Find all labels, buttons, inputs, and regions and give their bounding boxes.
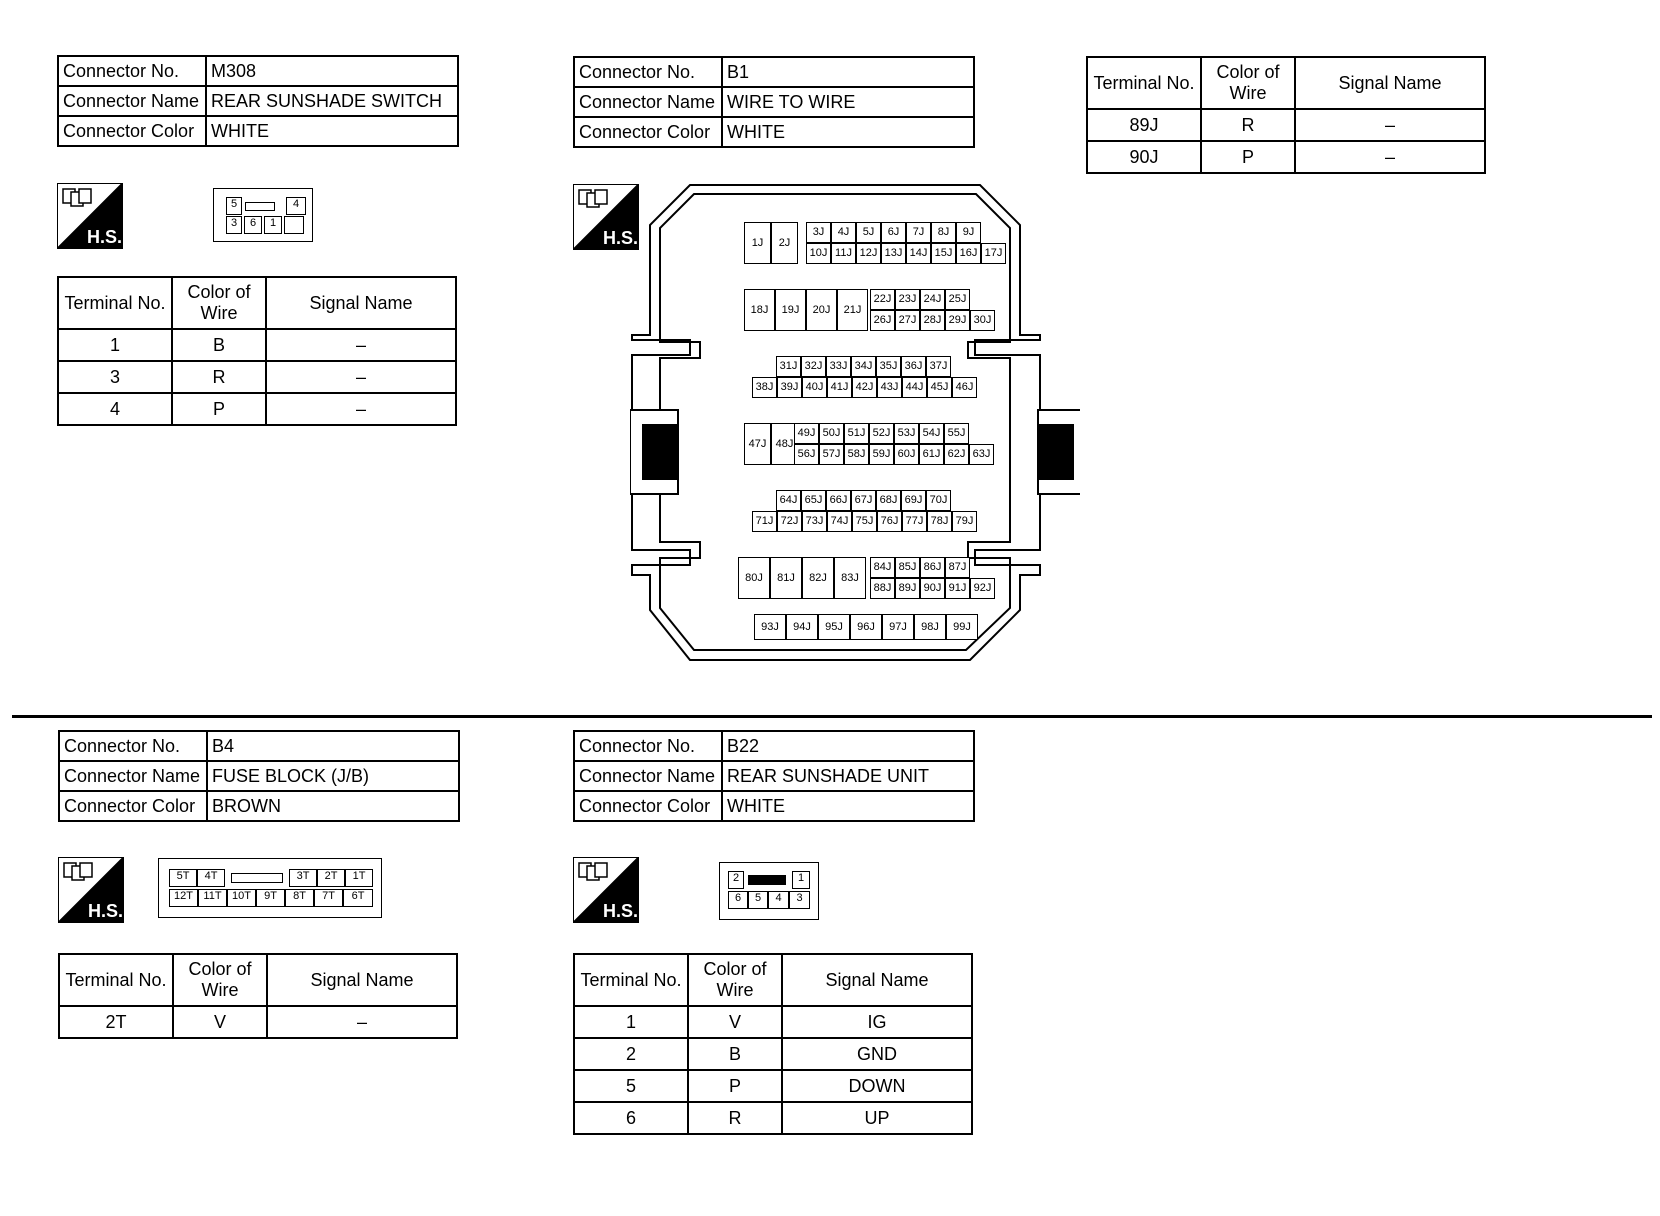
pin: 3T	[289, 869, 317, 887]
signal-name-header: Signal Name	[266, 277, 456, 329]
pin: 20J	[806, 289, 837, 331]
b22-color: WHITE	[722, 791, 974, 821]
pin: 78J	[927, 511, 952, 532]
pin: 98J	[914, 614, 946, 640]
pin: 45J	[927, 377, 952, 398]
pin: 71J	[752, 511, 777, 532]
pin: 27J	[895, 310, 920, 331]
pin: 55J	[944, 423, 969, 444]
pin: 40J	[802, 377, 827, 398]
b1-no-label: Connector No.	[574, 57, 722, 87]
pin: 91J	[945, 578, 970, 599]
pin: 48J	[771, 423, 798, 465]
pin: 8T	[285, 889, 314, 907]
pin: 4	[768, 891, 789, 909]
b4-no: B4	[207, 731, 459, 761]
pin: 92J	[970, 578, 995, 599]
b22-info-table: Connector No. B22 Connector Name REAR SUNSHADE UNIT Connector Color WHITE	[573, 730, 975, 822]
pin: 5T	[169, 869, 197, 887]
pin: 8J	[931, 222, 956, 243]
pin: 93J	[754, 614, 786, 640]
pin: 87J	[945, 557, 970, 578]
pin: 10T	[227, 889, 256, 907]
pin: 31J	[776, 356, 801, 377]
b22-connector-face	[719, 862, 819, 920]
section-divider	[12, 715, 1652, 718]
table-row: 2 B GND	[574, 1038, 972, 1070]
pin: 82J	[802, 557, 834, 599]
pin: 95J	[818, 614, 850, 640]
pin: 83J	[834, 557, 866, 599]
pin: 58J	[844, 444, 869, 465]
b1-color-label: Connector Color	[574, 117, 722, 147]
pin: 75J	[852, 511, 877, 532]
b1-name-label: Connector Name	[574, 87, 722, 117]
table-row: 1 V IG	[574, 1006, 972, 1038]
pin: 43J	[877, 377, 902, 398]
pin: 41J	[827, 377, 852, 398]
pin: 30J	[970, 310, 995, 331]
pin: 88J	[870, 578, 895, 599]
pin: 34J	[851, 356, 876, 377]
m308-color-label: Connector Color	[58, 116, 206, 146]
pin: 86J	[920, 557, 945, 578]
pin: 94J	[786, 614, 818, 640]
pin-empty	[284, 216, 304, 234]
pin: 9J	[956, 222, 981, 243]
pin: 1	[264, 216, 282, 234]
pin: 21J	[837, 289, 868, 331]
m308-info-table	[57, 55, 459, 147]
m308-no: M308	[206, 56, 458, 86]
pin: 5	[748, 891, 768, 909]
pin: 51J	[844, 423, 869, 444]
pin: 16J	[956, 243, 981, 264]
connector-lock	[245, 202, 275, 211]
pin: 5	[226, 197, 242, 215]
b4-color: BROWN	[207, 791, 459, 821]
pin: 32J	[801, 356, 826, 377]
b22-no: B22	[722, 731, 974, 761]
pin: 47J	[744, 423, 771, 465]
pin: 73J	[802, 511, 827, 532]
pin: 2T	[317, 869, 345, 887]
harness-side-icon	[58, 857, 124, 923]
pin: 46J	[952, 377, 977, 398]
pin: 22J	[870, 289, 895, 310]
pin: 6J	[881, 222, 906, 243]
pin: 62J	[944, 444, 969, 465]
pin: 85J	[895, 557, 920, 578]
m308-connector-face	[213, 188, 313, 242]
pin: 19J	[775, 289, 806, 331]
pin: 81J	[770, 557, 802, 599]
pin: 1J	[744, 222, 771, 264]
b4-terminal-table: Terminal No. Color of Wire Signal Name 2T V –	[58, 953, 458, 1039]
svg-text:H.S.: H.S.	[88, 901, 124, 921]
pin: 1	[792, 871, 810, 889]
pin: 57J	[819, 444, 844, 465]
b22-name: REAR SUNSHADE UNIT	[722, 761, 974, 791]
m308-terminal-table	[57, 276, 457, 426]
pin: 44J	[902, 377, 927, 398]
b1-name: WIRE TO WIRE	[722, 87, 974, 117]
pin: 49J	[794, 423, 819, 444]
pin: 26J	[870, 310, 895, 331]
pin: 2J	[771, 222, 798, 264]
m308-no-label: Connector No.	[58, 56, 206, 86]
pin: 14J	[906, 243, 931, 264]
pin: 10J	[806, 243, 831, 264]
pin: 52J	[869, 423, 894, 444]
pin: 5J	[856, 222, 881, 243]
pin: 60J	[894, 444, 919, 465]
pin: 12T	[169, 889, 198, 907]
m308-name-label: Connector Name	[58, 86, 206, 116]
pin: 64J	[776, 490, 801, 511]
pin: 70J	[926, 490, 951, 511]
pin: 9T	[256, 889, 285, 907]
pin: 39J	[777, 377, 802, 398]
pin: 72J	[777, 511, 802, 532]
b1-no: B1	[722, 57, 974, 87]
m308-color: WHITE	[206, 116, 458, 146]
pin: 4J	[831, 222, 856, 243]
pin: 33J	[826, 356, 851, 377]
pin: 11T	[198, 889, 227, 907]
table-row: 2T V –	[59, 1006, 457, 1038]
terminal-no-header: Terminal No.	[58, 277, 172, 329]
m308-name: REAR SUNSHADE SWITCH	[206, 86, 458, 116]
pin: 61J	[919, 444, 944, 465]
pin: 28J	[920, 310, 945, 331]
pin: 1T	[345, 869, 373, 887]
svg-text:H.S.: H.S.	[603, 901, 639, 921]
pin: 59J	[869, 444, 894, 465]
pin: 42J	[852, 377, 877, 398]
pin: 37J	[926, 356, 951, 377]
hs-label: H.S.	[87, 227, 123, 247]
svg-text:H.S.: H.S.	[603, 228, 639, 248]
pin: 96J	[850, 614, 882, 640]
pin: 89J	[895, 578, 920, 599]
pin: 74J	[827, 511, 852, 532]
pin: 25J	[945, 289, 970, 310]
pin: 6	[728, 891, 748, 909]
table-row: 3 R –	[58, 361, 456, 393]
pin: 90J	[920, 578, 945, 599]
table-row: 4 P –	[58, 393, 456, 425]
pin: 29J	[945, 310, 970, 331]
table-row: 6 R UP	[574, 1102, 972, 1134]
pin: 24J	[920, 289, 945, 310]
color-of-wire-header: Color of Wire	[172, 277, 266, 329]
pin: 50J	[819, 423, 844, 444]
harness-side-icon	[573, 857, 639, 923]
connector-lock	[231, 873, 283, 883]
connector-lock	[748, 875, 786, 885]
pin: 80J	[738, 557, 770, 599]
b4-connector-face	[158, 858, 382, 918]
pin: 13J	[881, 243, 906, 264]
pin: 3	[789, 891, 810, 909]
pin: 67J	[851, 490, 876, 511]
table-row: 5 P DOWN	[574, 1070, 972, 1102]
harness-side-icon	[57, 183, 123, 249]
table-row: 90J P –	[1087, 141, 1485, 173]
pin: 99J	[946, 614, 978, 640]
pin: 7J	[906, 222, 931, 243]
pin: 18J	[744, 289, 775, 331]
pin: 63J	[969, 444, 994, 465]
pin: 69J	[901, 490, 926, 511]
pin: 23J	[895, 289, 920, 310]
b4-name: FUSE BLOCK (J/B)	[207, 761, 459, 791]
pin: 84J	[870, 557, 895, 578]
pin: 6	[244, 216, 262, 234]
b4-info-table: Connector No. B4 Connector Name FUSE BLOCK (J/B) Connector Color BROWN	[58, 730, 460, 822]
pin: 15J	[931, 243, 956, 264]
pin: 17J	[981, 243, 1006, 264]
pin: 7T	[314, 889, 343, 907]
table-row: 89J R –	[1087, 109, 1485, 141]
pin: 4T	[197, 869, 225, 887]
pin: 38J	[752, 377, 777, 398]
pin: 3	[226, 216, 242, 234]
pin: 68J	[876, 490, 901, 511]
pin: 3J	[806, 222, 831, 243]
pin: 36J	[901, 356, 926, 377]
pin: 77J	[902, 511, 927, 532]
pin: 12J	[856, 243, 881, 264]
pin: 53J	[894, 423, 919, 444]
pin: 56J	[794, 444, 819, 465]
pin: 79J	[952, 511, 977, 532]
pin: 54J	[919, 423, 944, 444]
b1-color: WHITE	[722, 117, 974, 147]
pin: 66J	[826, 490, 851, 511]
pin: 97J	[882, 614, 914, 640]
pin: 2	[728, 871, 744, 889]
b1-info-table	[573, 56, 975, 148]
pin: 76J	[877, 511, 902, 532]
pin: 11J	[831, 243, 856, 264]
pin: 35J	[876, 356, 901, 377]
table-row: 1 B –	[58, 329, 456, 361]
pin: 65J	[801, 490, 826, 511]
pin: 6T	[343, 889, 373, 907]
b22-terminal-table: Terminal No. Color of Wire Signal Name 1 V IG 2 B GND 5 P DOWN 6 R UP	[573, 953, 973, 1135]
pin: 4	[286, 197, 306, 215]
b1-terminal-table: Terminal No. Color of Wire Signal Name 89J R – 90J P –	[1086, 56, 1486, 174]
